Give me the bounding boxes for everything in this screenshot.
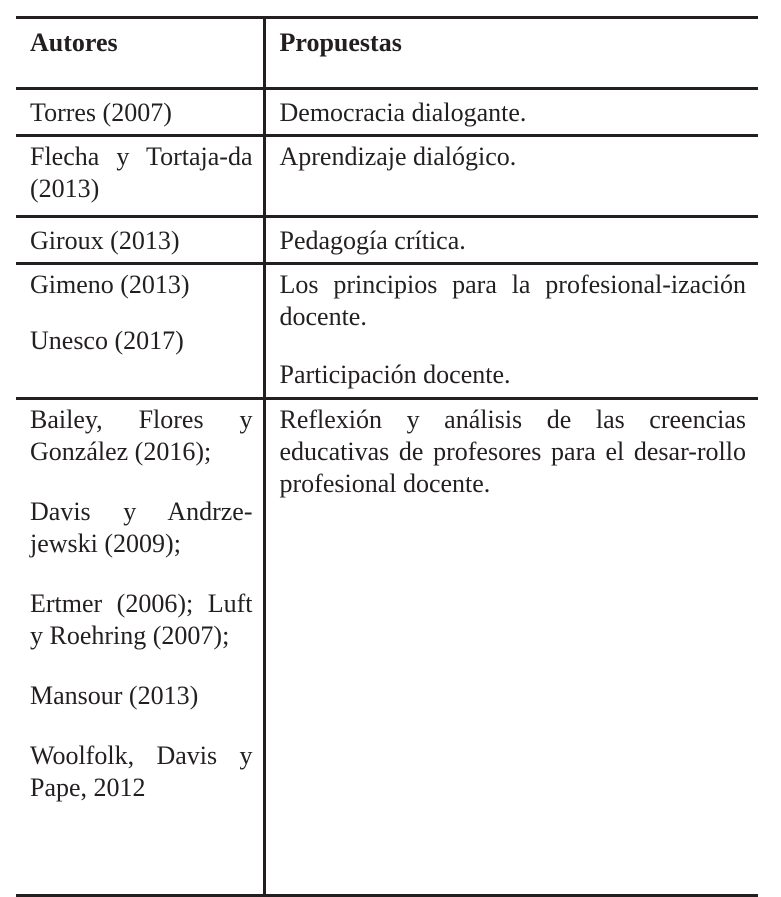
proposals-cell bbox=[264, 136, 758, 217]
authors-cell bbox=[16, 264, 264, 399]
author-citation: Bailey, Flores y González (2016); bbox=[30, 405, 253, 466]
header-row bbox=[16, 18, 758, 89]
proposals-cell bbox=[264, 399, 758, 896]
table-row bbox=[16, 89, 758, 136]
proposal-text: Democracia dialogante. bbox=[279, 98, 527, 127]
author-citation: Torres (2007) bbox=[30, 98, 172, 127]
table-row bbox=[16, 264, 758, 399]
proposals-cell bbox=[264, 264, 758, 399]
proposal-text: Reflexión y análisis de las creencias educativas de profesores para el desar-rollo profesional docente. bbox=[279, 405, 746, 498]
author-citation: Flecha y Tortaja-da (2013) bbox=[30, 142, 253, 203]
authors-cell bbox=[16, 217, 264, 264]
author-citation: Gimeno (2013) bbox=[30, 270, 190, 299]
proposals-cell bbox=[264, 217, 758, 264]
proposal-text: Pedagogía crítica. bbox=[279, 226, 466, 255]
author-citation: Mansour (2013) bbox=[30, 681, 199, 710]
author-citation: Unesco (2017) bbox=[30, 326, 184, 355]
table-row bbox=[16, 217, 758, 264]
author-citation: Giroux (2013) bbox=[30, 226, 180, 255]
author-citation: Ertmer (2006); Luft y Roehring (2007); bbox=[30, 589, 253, 650]
proposal-text: Aprendizaje dialógico. bbox=[279, 142, 517, 171]
authors-proposals-table bbox=[16, 16, 758, 897]
proposal-text: Participación docente. bbox=[279, 360, 511, 389]
author-citation: Woolfolk, Davis y Pape, 2012 bbox=[30, 741, 253, 802]
authors-cell bbox=[16, 399, 264, 896]
authors-cell bbox=[16, 136, 264, 217]
table-row bbox=[16, 136, 758, 217]
table-header bbox=[16, 18, 758, 89]
proposal-text: Los principios para la profesional-ización docente. bbox=[279, 270, 746, 331]
header-authors: Autores bbox=[16, 18, 264, 89]
table-row bbox=[16, 399, 758, 896]
proposals-cell bbox=[264, 89, 758, 136]
header-proposals: Propuestas bbox=[279, 28, 402, 57]
author-citation: Davis y Andrze-jewski (2009); bbox=[30, 497, 253, 558]
table-body bbox=[16, 89, 758, 896]
authors-cell bbox=[16, 89, 264, 136]
